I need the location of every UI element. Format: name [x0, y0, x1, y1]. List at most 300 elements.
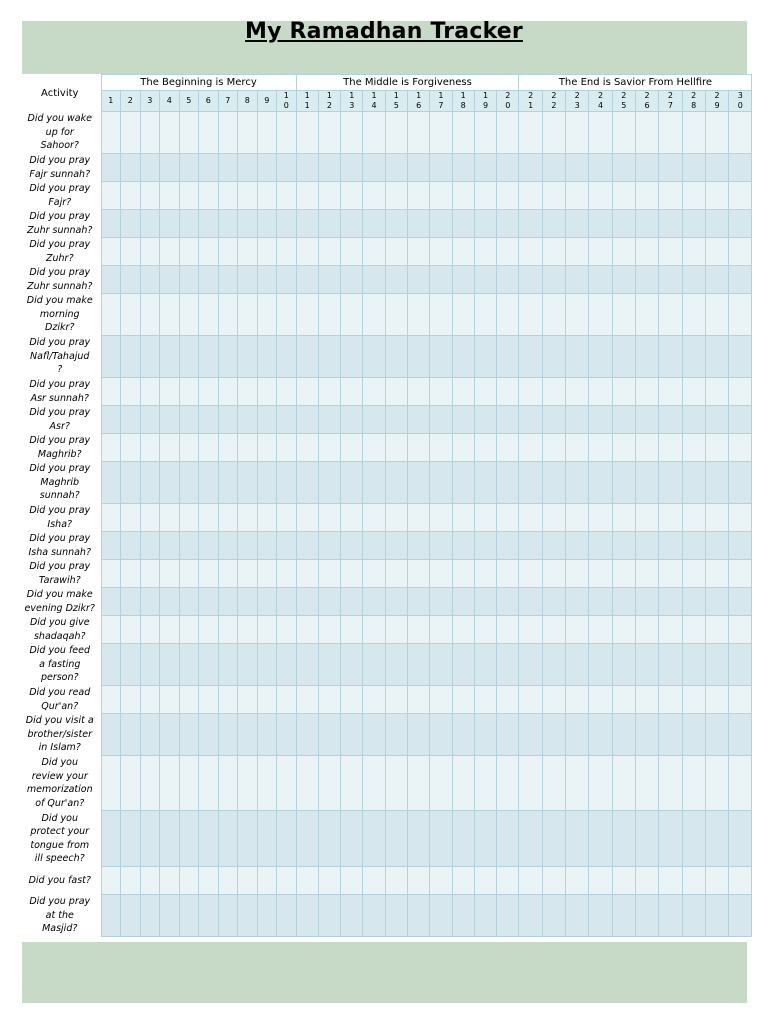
checkbox-cell[interactable]: [407, 238, 429, 266]
checkbox-cell[interactable]: [635, 714, 658, 756]
checkbox-cell[interactable]: [542, 616, 565, 644]
checkbox-cell[interactable]: [296, 406, 318, 434]
checkbox-cell[interactable]: [238, 294, 258, 336]
checkbox-cell[interactable]: [682, 756, 705, 811]
checkbox-cell[interactable]: [140, 336, 160, 378]
checkbox-cell[interactable]: [199, 182, 219, 210]
checkbox-cell[interactable]: [566, 811, 589, 867]
checkbox-cell[interactable]: [519, 686, 542, 714]
checkbox-cell[interactable]: [452, 210, 474, 238]
checkbox-cell[interactable]: [238, 616, 258, 644]
checkbox-cell[interactable]: [101, 756, 121, 811]
checkbox-cell[interactable]: [497, 644, 519, 686]
checkbox-cell[interactable]: [474, 867, 496, 895]
checkbox-cell[interactable]: [542, 266, 565, 294]
checkbox-cell[interactable]: [277, 182, 297, 210]
checkbox-cell[interactable]: [612, 644, 635, 686]
checkbox-cell[interactable]: [296, 756, 318, 811]
checkbox-cell[interactable]: [257, 210, 277, 238]
checkbox-cell[interactable]: [612, 867, 635, 895]
checkbox-cell[interactable]: [160, 154, 180, 182]
checkbox-cell[interactable]: [385, 811, 407, 867]
checkbox-cell[interactable]: [497, 504, 519, 532]
checkbox-cell[interactable]: [238, 434, 258, 462]
checkbox-cell[interactable]: [407, 811, 429, 867]
checkbox-cell[interactable]: [682, 644, 705, 686]
checkbox-cell[interactable]: [341, 154, 363, 182]
checkbox-cell[interactable]: [589, 434, 612, 462]
checkbox-cell[interactable]: [705, 532, 728, 560]
checkbox-cell[interactable]: [218, 462, 238, 504]
checkbox-cell[interactable]: [140, 294, 160, 336]
checkbox-cell[interactable]: [140, 266, 160, 294]
checkbox-cell[interactable]: [363, 714, 385, 756]
checkbox-cell[interactable]: [341, 294, 363, 336]
checkbox-cell[interactable]: [497, 434, 519, 462]
checkbox-cell[interactable]: [407, 336, 429, 378]
checkbox-cell[interactable]: [729, 644, 752, 686]
checkbox-cell[interactable]: [277, 378, 297, 406]
checkbox-cell[interactable]: [363, 294, 385, 336]
checkbox-cell[interactable]: [238, 532, 258, 560]
checkbox-cell[interactable]: [341, 336, 363, 378]
checkbox-cell[interactable]: [542, 756, 565, 811]
checkbox-cell[interactable]: [296, 112, 318, 154]
checkbox-cell[interactable]: [101, 434, 121, 462]
checkbox-cell[interactable]: [101, 154, 121, 182]
checkbox-cell[interactable]: [199, 616, 219, 644]
checkbox-cell[interactable]: [612, 714, 635, 756]
checkbox-cell[interactable]: [341, 238, 363, 266]
checkbox-cell[interactable]: [635, 644, 658, 686]
checkbox-cell[interactable]: [612, 238, 635, 266]
checkbox-cell[interactable]: [407, 462, 429, 504]
checkbox-cell[interactable]: [589, 336, 612, 378]
checkbox-cell[interactable]: [385, 266, 407, 294]
checkbox-cell[interactable]: [238, 714, 258, 756]
checkbox-cell[interactable]: [199, 560, 219, 588]
checkbox-cell[interactable]: [318, 112, 340, 154]
checkbox-cell[interactable]: [682, 462, 705, 504]
checkbox-cell[interactable]: [729, 504, 752, 532]
checkbox-cell[interactable]: [407, 532, 429, 560]
checkbox-cell[interactable]: [612, 532, 635, 560]
checkbox-cell[interactable]: [519, 406, 542, 434]
checkbox-cell[interactable]: [277, 560, 297, 588]
checkbox-cell[interactable]: [218, 756, 238, 811]
checkbox-cell[interactable]: [318, 756, 340, 811]
checkbox-cell[interactable]: [519, 238, 542, 266]
checkbox-cell[interactable]: [566, 238, 589, 266]
checkbox-cell[interactable]: [140, 504, 160, 532]
checkbox-cell[interactable]: [729, 616, 752, 644]
checkbox-cell[interactable]: [238, 867, 258, 895]
checkbox-cell[interactable]: [519, 210, 542, 238]
checkbox-cell[interactable]: [566, 210, 589, 238]
checkbox-cell[interactable]: [341, 756, 363, 811]
checkbox-cell[interactable]: [497, 811, 519, 867]
checkbox-cell[interactable]: [140, 588, 160, 616]
checkbox-cell[interactable]: [612, 294, 635, 336]
checkbox-cell[interactable]: [474, 756, 496, 811]
checkbox-cell[interactable]: [566, 434, 589, 462]
checkbox-cell[interactable]: [430, 336, 452, 378]
checkbox-cell[interactable]: [407, 644, 429, 686]
checkbox-cell[interactable]: [452, 266, 474, 294]
checkbox-cell[interactable]: [542, 112, 565, 154]
checkbox-cell[interactable]: [160, 112, 180, 154]
checkbox-cell[interactable]: [385, 616, 407, 644]
checkbox-cell[interactable]: [589, 504, 612, 532]
checkbox-cell[interactable]: [452, 462, 474, 504]
checkbox-cell[interactable]: [659, 588, 682, 616]
checkbox-cell[interactable]: [497, 378, 519, 406]
checkbox-cell[interactable]: [519, 756, 542, 811]
checkbox-cell[interactable]: [659, 504, 682, 532]
checkbox-cell[interactable]: [101, 210, 121, 238]
checkbox-cell[interactable]: [705, 266, 728, 294]
checkbox-cell[interactable]: [160, 644, 180, 686]
checkbox-cell[interactable]: [497, 182, 519, 210]
checkbox-cell[interactable]: [452, 588, 474, 616]
checkbox-cell[interactable]: [566, 154, 589, 182]
checkbox-cell[interactable]: [705, 434, 728, 462]
checkbox-cell[interactable]: [729, 406, 752, 434]
checkbox-cell[interactable]: [363, 336, 385, 378]
checkbox-cell[interactable]: [121, 644, 141, 686]
checkbox-cell[interactable]: [542, 210, 565, 238]
checkbox-cell[interactable]: [277, 266, 297, 294]
checkbox-cell[interactable]: [430, 644, 452, 686]
checkbox-cell[interactable]: [199, 686, 219, 714]
checkbox-cell[interactable]: [705, 462, 728, 504]
checkbox-cell[interactable]: [635, 811, 658, 867]
checkbox-cell[interactable]: [497, 686, 519, 714]
checkbox-cell[interactable]: [705, 644, 728, 686]
checkbox-cell[interactable]: [635, 266, 658, 294]
checkbox-cell[interactable]: [635, 756, 658, 811]
checkbox-cell[interactable]: [589, 756, 612, 811]
checkbox-cell[interactable]: [277, 210, 297, 238]
checkbox-cell[interactable]: [566, 532, 589, 560]
checkbox-cell[interactable]: [612, 182, 635, 210]
checkbox-cell[interactable]: [542, 895, 565, 937]
checkbox-cell[interactable]: [218, 588, 238, 616]
checkbox-cell[interactable]: [101, 532, 121, 560]
checkbox-cell[interactable]: [682, 378, 705, 406]
checkbox-cell[interactable]: [257, 686, 277, 714]
checkbox-cell[interactable]: [341, 504, 363, 532]
checkbox-cell[interactable]: [160, 560, 180, 588]
checkbox-cell[interactable]: [682, 112, 705, 154]
checkbox-cell[interactable]: [659, 560, 682, 588]
checkbox-cell[interactable]: [296, 238, 318, 266]
checkbox-cell[interactable]: [318, 294, 340, 336]
checkbox-cell[interactable]: [385, 294, 407, 336]
checkbox-cell[interactable]: [729, 895, 752, 937]
checkbox-cell[interactable]: [385, 686, 407, 714]
checkbox-cell[interactable]: [497, 895, 519, 937]
checkbox-cell[interactable]: [566, 616, 589, 644]
checkbox-cell[interactable]: [257, 616, 277, 644]
checkbox-cell[interactable]: [542, 378, 565, 406]
checkbox-cell[interactable]: [542, 811, 565, 867]
checkbox-cell[interactable]: [140, 714, 160, 756]
checkbox-cell[interactable]: [257, 238, 277, 266]
checkbox-cell[interactable]: [635, 406, 658, 434]
checkbox-cell[interactable]: [729, 112, 752, 154]
checkbox-cell[interactable]: [659, 644, 682, 686]
checkbox-cell[interactable]: [160, 434, 180, 462]
checkbox-cell[interactable]: [659, 756, 682, 811]
checkbox-cell[interactable]: [452, 504, 474, 532]
checkbox-cell[interactable]: [199, 406, 219, 434]
checkbox-cell[interactable]: [318, 434, 340, 462]
checkbox-cell[interactable]: [140, 378, 160, 406]
checkbox-cell[interactable]: [474, 154, 496, 182]
checkbox-cell[interactable]: [542, 406, 565, 434]
checkbox-cell[interactable]: [121, 895, 141, 937]
checkbox-cell[interactable]: [385, 210, 407, 238]
checkbox-cell[interactable]: [682, 895, 705, 937]
checkbox-cell[interactable]: [682, 182, 705, 210]
checkbox-cell[interactable]: [363, 462, 385, 504]
checkbox-cell[interactable]: [277, 238, 297, 266]
checkbox-cell[interactable]: [612, 462, 635, 504]
checkbox-cell[interactable]: [589, 895, 612, 937]
checkbox-cell[interactable]: [705, 504, 728, 532]
checkbox-cell[interactable]: [341, 406, 363, 434]
checkbox-cell[interactable]: [589, 588, 612, 616]
checkbox-cell[interactable]: [238, 686, 258, 714]
checkbox-cell[interactable]: [542, 182, 565, 210]
checkbox-cell[interactable]: [659, 714, 682, 756]
checkbox-cell[interactable]: [179, 266, 199, 294]
checkbox-cell[interactable]: [452, 644, 474, 686]
checkbox-cell[interactable]: [729, 588, 752, 616]
checkbox-cell[interactable]: [474, 238, 496, 266]
checkbox-cell[interactable]: [542, 462, 565, 504]
checkbox-cell[interactable]: [519, 336, 542, 378]
checkbox-cell[interactable]: [430, 266, 452, 294]
checkbox-cell[interactable]: [341, 616, 363, 644]
checkbox-cell[interactable]: [497, 210, 519, 238]
checkbox-cell[interactable]: [519, 811, 542, 867]
checkbox-cell[interactable]: [296, 532, 318, 560]
checkbox-cell[interactable]: [659, 112, 682, 154]
checkbox-cell[interactable]: [430, 238, 452, 266]
checkbox-cell[interactable]: [705, 756, 728, 811]
checkbox-cell[interactable]: [277, 588, 297, 616]
checkbox-cell[interactable]: [430, 588, 452, 616]
checkbox-cell[interactable]: [277, 294, 297, 336]
checkbox-cell[interactable]: [542, 532, 565, 560]
checkbox-cell[interactable]: [140, 462, 160, 504]
checkbox-cell[interactable]: [566, 560, 589, 588]
checkbox-cell[interactable]: [542, 434, 565, 462]
checkbox-cell[interactable]: [682, 811, 705, 867]
checkbox-cell[interactable]: [519, 504, 542, 532]
checkbox-cell[interactable]: [729, 867, 752, 895]
checkbox-cell[interactable]: [705, 154, 728, 182]
checkbox-cell[interactable]: [140, 811, 160, 867]
checkbox-cell[interactable]: [363, 182, 385, 210]
checkbox-cell[interactable]: [341, 182, 363, 210]
checkbox-cell[interactable]: [682, 154, 705, 182]
checkbox-cell[interactable]: [179, 644, 199, 686]
checkbox-cell[interactable]: [318, 811, 340, 867]
checkbox-cell[interactable]: [199, 644, 219, 686]
checkbox-cell[interactable]: [199, 756, 219, 811]
checkbox-cell[interactable]: [121, 686, 141, 714]
checkbox-cell[interactable]: [705, 238, 728, 266]
checkbox-cell[interactable]: [121, 294, 141, 336]
checkbox-cell[interactable]: [238, 238, 258, 266]
checkbox-cell[interactable]: [121, 406, 141, 434]
checkbox-cell[interactable]: [363, 616, 385, 644]
checkbox-cell[interactable]: [238, 378, 258, 406]
checkbox-cell[interactable]: [341, 210, 363, 238]
checkbox-cell[interactable]: [519, 462, 542, 504]
checkbox-cell[interactable]: [179, 210, 199, 238]
checkbox-cell[interactable]: [121, 616, 141, 644]
checkbox-cell[interactable]: [519, 867, 542, 895]
checkbox-cell[interactable]: [341, 532, 363, 560]
checkbox-cell[interactable]: [179, 462, 199, 504]
checkbox-cell[interactable]: [277, 895, 297, 937]
checkbox-cell[interactable]: [474, 294, 496, 336]
checkbox-cell[interactable]: [218, 406, 238, 434]
checkbox-cell[interactable]: [218, 112, 238, 154]
checkbox-cell[interactable]: [218, 616, 238, 644]
checkbox-cell[interactable]: [179, 616, 199, 644]
checkbox-cell[interactable]: [363, 811, 385, 867]
checkbox-cell[interactable]: [363, 867, 385, 895]
checkbox-cell[interactable]: [101, 714, 121, 756]
checkbox-cell[interactable]: [179, 560, 199, 588]
checkbox-cell[interactable]: [682, 588, 705, 616]
checkbox-cell[interactable]: [179, 154, 199, 182]
checkbox-cell[interactable]: [140, 616, 160, 644]
checkbox-cell[interactable]: [612, 210, 635, 238]
checkbox-cell[interactable]: [659, 294, 682, 336]
checkbox-cell[interactable]: [363, 266, 385, 294]
checkbox-cell[interactable]: [589, 811, 612, 867]
checkbox-cell[interactable]: [140, 434, 160, 462]
checkbox-cell[interactable]: [218, 811, 238, 867]
checkbox-cell[interactable]: [474, 504, 496, 532]
checkbox-cell[interactable]: [566, 895, 589, 937]
checkbox-cell[interactable]: [705, 714, 728, 756]
checkbox-cell[interactable]: [519, 616, 542, 644]
checkbox-cell[interactable]: [238, 644, 258, 686]
checkbox-cell[interactable]: [121, 378, 141, 406]
checkbox-cell[interactable]: [612, 895, 635, 937]
checkbox-cell[interactable]: [238, 182, 258, 210]
checkbox-cell[interactable]: [612, 811, 635, 867]
checkbox-cell[interactable]: [542, 686, 565, 714]
checkbox-cell[interactable]: [452, 294, 474, 336]
checkbox-cell[interactable]: [238, 266, 258, 294]
checkbox-cell[interactable]: [497, 616, 519, 644]
checkbox-cell[interactable]: [519, 378, 542, 406]
checkbox-cell[interactable]: [705, 811, 728, 867]
checkbox-cell[interactable]: [363, 238, 385, 266]
checkbox-cell[interactable]: [474, 532, 496, 560]
checkbox-cell[interactable]: [612, 588, 635, 616]
checkbox-cell[interactable]: [218, 532, 238, 560]
checkbox-cell[interactable]: [121, 210, 141, 238]
checkbox-cell[interactable]: [407, 686, 429, 714]
checkbox-cell[interactable]: [452, 756, 474, 811]
checkbox-cell[interactable]: [101, 336, 121, 378]
checkbox-cell[interactable]: [682, 434, 705, 462]
checkbox-cell[interactable]: [140, 182, 160, 210]
checkbox-cell[interactable]: [199, 462, 219, 504]
checkbox-cell[interactable]: [635, 112, 658, 154]
checkbox-cell[interactable]: [612, 756, 635, 811]
checkbox-cell[interactable]: [705, 895, 728, 937]
checkbox-cell[interactable]: [296, 462, 318, 504]
checkbox-cell[interactable]: [430, 406, 452, 434]
checkbox-cell[interactable]: [385, 462, 407, 504]
checkbox-cell[interactable]: [277, 867, 297, 895]
checkbox-cell[interactable]: [430, 532, 452, 560]
checkbox-cell[interactable]: [179, 406, 199, 434]
checkbox-cell[interactable]: [612, 434, 635, 462]
checkbox-cell[interactable]: [277, 336, 297, 378]
checkbox-cell[interactable]: [238, 895, 258, 937]
checkbox-cell[interactable]: [385, 644, 407, 686]
checkbox-cell[interactable]: [635, 560, 658, 588]
checkbox-cell[interactable]: [179, 714, 199, 756]
checkbox-cell[interactable]: [474, 378, 496, 406]
checkbox-cell[interactable]: [729, 560, 752, 588]
checkbox-cell[interactable]: [121, 154, 141, 182]
checkbox-cell[interactable]: [519, 644, 542, 686]
checkbox-cell[interactable]: [452, 811, 474, 867]
checkbox-cell[interactable]: [407, 434, 429, 462]
checkbox-cell[interactable]: [363, 210, 385, 238]
checkbox-cell[interactable]: [566, 756, 589, 811]
checkbox-cell[interactable]: [318, 210, 340, 238]
checkbox-cell[interactable]: [121, 238, 141, 266]
checkbox-cell[interactable]: [218, 182, 238, 210]
checkbox-cell[interactable]: [140, 756, 160, 811]
checkbox-cell[interactable]: [277, 686, 297, 714]
checkbox-cell[interactable]: [385, 756, 407, 811]
checkbox-cell[interactable]: [729, 532, 752, 560]
checkbox-cell[interactable]: [363, 112, 385, 154]
checkbox-cell[interactable]: [430, 210, 452, 238]
checkbox-cell[interactable]: [497, 867, 519, 895]
checkbox-cell[interactable]: [589, 210, 612, 238]
checkbox-cell[interactable]: [452, 238, 474, 266]
checkbox-cell[interactable]: [318, 616, 340, 644]
checkbox-cell[interactable]: [474, 462, 496, 504]
checkbox-cell[interactable]: [589, 238, 612, 266]
checkbox-cell[interactable]: [199, 588, 219, 616]
checkbox-cell[interactable]: [277, 532, 297, 560]
checkbox-cell[interactable]: [277, 462, 297, 504]
checkbox-cell[interactable]: [218, 378, 238, 406]
checkbox-cell[interactable]: [452, 406, 474, 434]
checkbox-cell[interactable]: [407, 616, 429, 644]
checkbox-cell[interactable]: [363, 644, 385, 686]
checkbox-cell[interactable]: [407, 504, 429, 532]
checkbox-cell[interactable]: [729, 154, 752, 182]
checkbox-cell[interactable]: [612, 616, 635, 644]
